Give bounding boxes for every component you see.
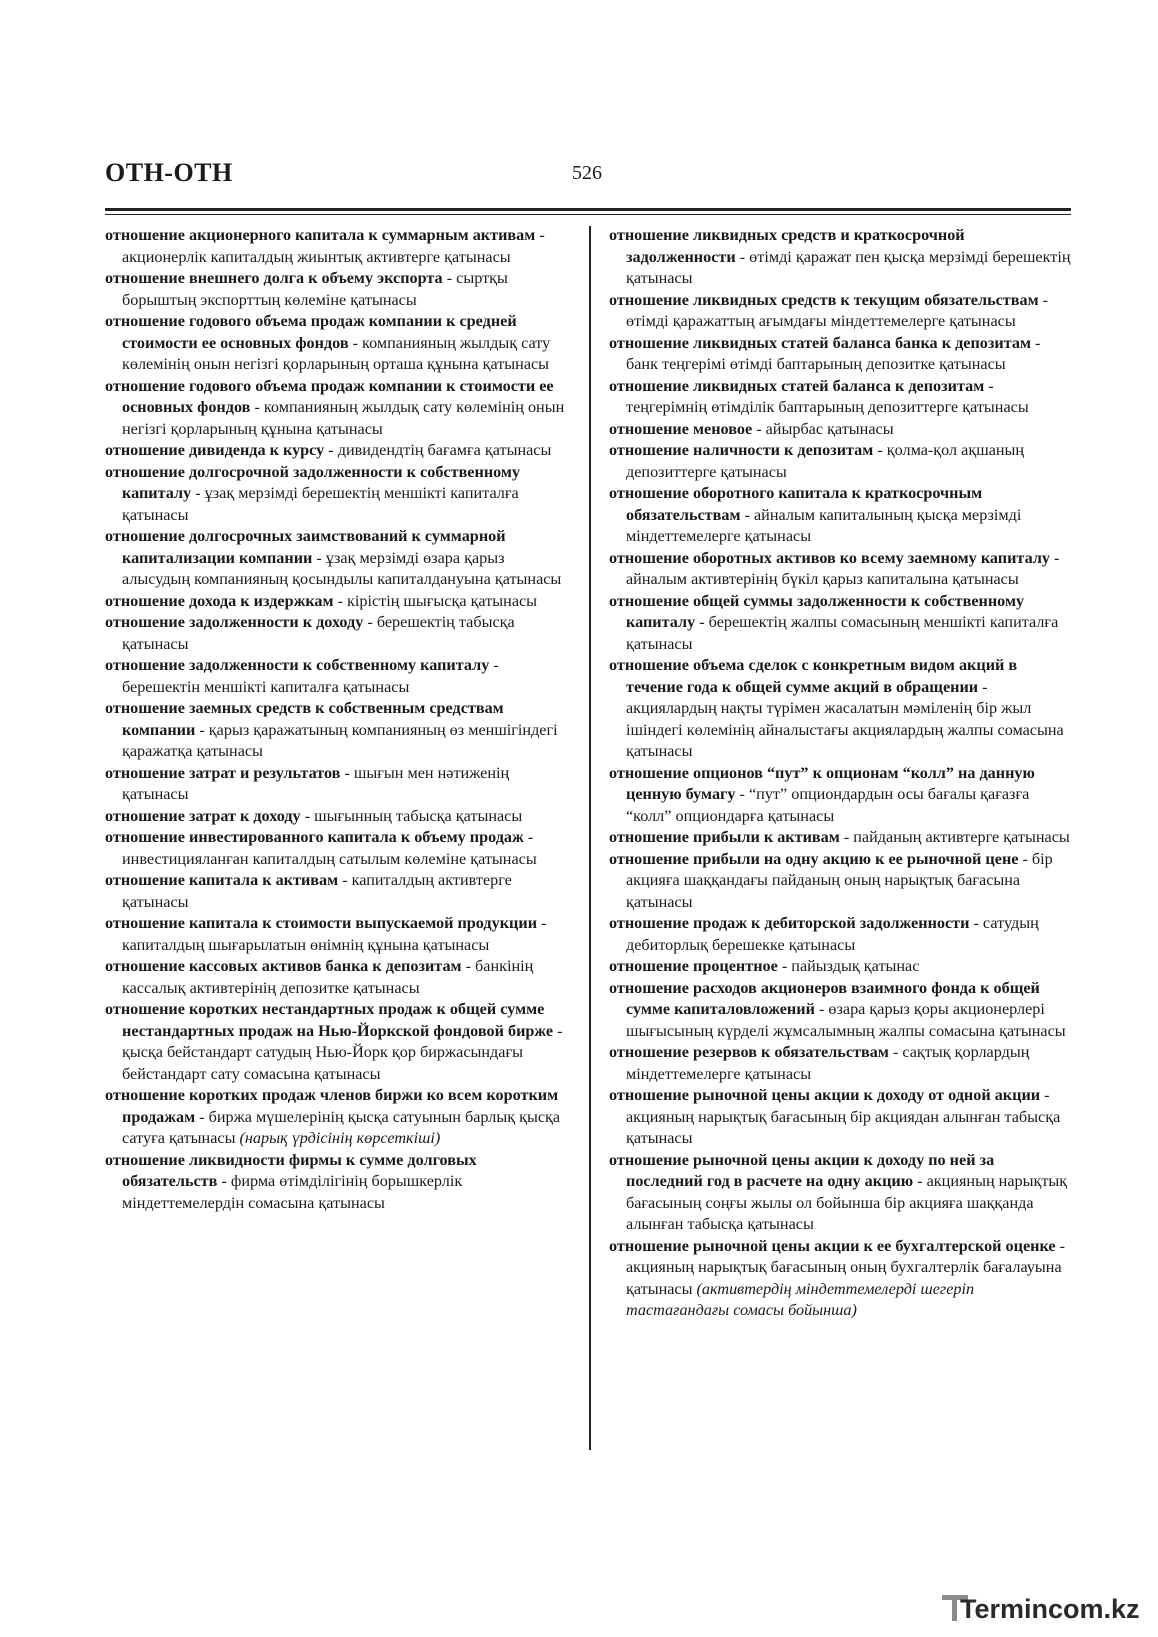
- entry-term: отношение продаж к дебиторской задолженности: [609, 914, 970, 932]
- entry-definition: - ұзақ мерзімді берешектің меншікті капиталға қатынасы: [122, 484, 519, 524]
- dictionary-entry: [609, 978, 1071, 1043]
- dictionary-entry: [105, 870, 570, 913]
- dictionary-entry: [609, 1150, 1071, 1236]
- entry-definition: - банкінің кассалық активтерінің депозитке қатынасы: [122, 957, 534, 997]
- entry-term: отношение опционов “пут” к опционам “колл” на данную ценную бумагу: [609, 763, 1035, 803]
- entry-definition: - пайданың активтерге қатынасы: [839, 828, 1070, 846]
- entry-definition: - капиталдың шығарылатын өнімнің құнына қатынасы: [122, 914, 547, 954]
- entry-definition: - кірістің шығысқа қатынасы: [333, 591, 538, 610]
- entry-definition: - акцияның нарықтық бағасының соңғы жылы ол бойынша бір акцияға шаққанда алынған табысқа қатынасы: [626, 1172, 1068, 1233]
- entry-definition: - биржа мүшелерінің қысқа сатуынын барлық қысқа сатуға қатынасы: [122, 1107, 561, 1147]
- entry-definition: - берешектің табысқа қатынасы: [122, 613, 515, 653]
- entry-definition: - “пут” опциондардын осы бағалы қағазға “колл” опциондарға қатынасы: [626, 785, 1030, 825]
- entry-note: (активтердің міндеттемелерді шегеріп тастағандағы сомасы бойынша): [626, 1279, 975, 1319]
- entry-definition: - капиталдың активтерге қатынасы: [122, 871, 512, 911]
- dictionary-entry: [609, 763, 1071, 828]
- entry-definition: - фирма өтімділігінің борышкерлік міндеттемелердін сомасына қатынасы: [122, 1172, 463, 1212]
- dictionary-entry: [105, 763, 570, 806]
- dictionary-entry: [609, 849, 1071, 914]
- entry-definition: - қысқа бейстандарт сатудың Нью-Йорк қор биржасындағы бейстандарт сату сомасына қатынасы: [122, 1021, 563, 1083]
- entry-definition: - инвестицияланған капиталдың сатылым көлеміне қатынасы: [122, 828, 537, 868]
- entry-term: отношение коротких нестандартных продаж к общей сумме нестандартных продаж на Нью-Йоркской фондовой бирже: [105, 1000, 554, 1040]
- entry-definition: - сатудың дебиторлық берешекке қатынасы: [626, 914, 1039, 954]
- entry-term: отношение расходов акционеров взаимного фонда к общей сумме капиталовложений: [609, 978, 1040, 1018]
- dictionary-entry: [609, 440, 1071, 483]
- entry-term: отношение дивиденда к курсу: [105, 441, 325, 459]
- entry-definition: - акцияның нарықтық бағасының оның бухгалтерлік бағалауына қатынасы: [626, 1236, 1066, 1298]
- right-column: [609, 225, 1071, 1322]
- dictionary-entry: [105, 806, 570, 828]
- entry-definition: - банк теңгерімі өтімді баптарының депозитке қатынасы: [626, 333, 1041, 373]
- entry-term: отношение ликвидных статей баланса к депозитам: [609, 376, 985, 395]
- entry-term: отношение коротких продаж членов биржи ко всем коротким продажам: [105, 1086, 559, 1126]
- dictionary-entry: [609, 419, 1071, 441]
- entry-definition: - дивидендтің бағамға қатынасы: [324, 441, 552, 459]
- dictionary-entry: [105, 225, 570, 268]
- entry-definition: - өтімді қаражаттың ағымдағы міндеттемелерге қатынасы: [626, 290, 1049, 330]
- dictionary-entry: [609, 913, 1071, 956]
- entry-term: отношение наличности к депозитам: [609, 441, 874, 459]
- entry-term: отношение инвестированного капитала к объему продаж: [105, 828, 524, 846]
- entry-definition: - пайыздық қатынас: [777, 957, 920, 975]
- entry-term: отношение рыночной цены акции к ее бухгалтерской оценке: [609, 1236, 1056, 1255]
- header-rule-thick: [105, 208, 1071, 211]
- entry-definition: - шығынның табысқа қатынасы: [300, 806, 523, 825]
- entry-definition: - өзара қарыз қоры акционерлері шығысының күрделі жұмсалымның жалпы сомасына қатынасы: [626, 1000, 1066, 1040]
- dictionary-entry: [609, 376, 1071, 419]
- entry-term: отношение дохода к издержкам: [105, 591, 334, 610]
- left-column: [105, 225, 570, 1214]
- dictionary-entry: [105, 999, 570, 1085]
- dictionary-entry: [105, 376, 570, 441]
- dictionary-entry: [609, 333, 1071, 376]
- dictionary-entry: [609, 591, 1071, 656]
- dictionary-entry: [105, 655, 570, 698]
- watermark-text: Termincom.kz: [960, 1594, 1140, 1624]
- entry-term: отношение акционерного капитала к суммарным активам: [105, 226, 536, 244]
- dictionary-entry: [609, 1085, 1071, 1150]
- entry-definition: - теңгерімнің өтімділік баптарының депозиттерге қатынасы: [626, 376, 1029, 416]
- column-divider: [589, 226, 591, 1450]
- dictionary-entry: [105, 526, 570, 591]
- entry-definition: - бір акцияға шаққандағы пайданың оның нарықтық бағасына қатынасы: [626, 849, 1053, 911]
- entry-definition: - берешектін меншікті капиталға қатынасы: [122, 656, 499, 696]
- entry-term: отношение капитала к стоимости выпускаемой продукции: [105, 914, 538, 932]
- dictionary-entry: [105, 956, 570, 999]
- entry-definition: - айналым капиталының қысқа мерзімді міндеттемелерге қатынасы: [626, 505, 1022, 545]
- entry-definition: - сақтық қорлардың міндеттемелерге қатынасы: [626, 1043, 1030, 1083]
- entry-definition: - айырбас қатынасы: [752, 419, 894, 438]
- entry-term: отношение долгосрочной задолженности к собственному капиталу: [105, 462, 521, 502]
- entry-term: отношение годового объема продаж компании к средней стоимости ее основных фондов: [105, 312, 517, 352]
- entry-definition: - берешектің жалпы сомасының меншікті капиталға қатынасы: [626, 613, 1059, 653]
- dictionary-entry: [105, 1085, 570, 1150]
- dictionary-entry: [609, 1236, 1071, 1322]
- entry-term: отношение оборотного капитала к краткосрочным обязательствам: [609, 484, 983, 524]
- entry-term: отношение капитала к активам: [105, 871, 339, 889]
- entry-term: отношение прибыли к активам: [609, 828, 840, 846]
- entry-term: отношение кассовых активов банка к депозитам: [105, 957, 462, 975]
- dictionary-entry: [105, 462, 570, 527]
- entry-term: отношение меновое: [609, 419, 753, 438]
- dictionary-entry: [609, 1042, 1071, 1085]
- entry-term: отношение ликвидности фирмы к сумме долговых обязательств: [105, 1150, 477, 1190]
- page-number: 526: [572, 162, 602, 184]
- entry-term: отношение резервов к обязательствам: [609, 1043, 889, 1061]
- entry-term: отношение задолженности к доходу: [105, 613, 364, 631]
- watermark-logo: [942, 1589, 1142, 1627]
- entry-term: отношение заемных средств к собственным средствам компании: [105, 699, 504, 739]
- entry-term: отношение затрат и результатов: [105, 763, 341, 782]
- entry-term: отношение внешнего долга к объему экспорта: [105, 269, 443, 287]
- entry-definition: - шығын мен нәтиженің қатынасы: [122, 763, 510, 803]
- entry-definition: - қарыз қаражатының компанияның өз меншігіндегі қаражатқа қатынасы: [122, 720, 558, 760]
- entry-term: отношение прибыли на одну акцию к ее рыночной цене: [609, 849, 1019, 868]
- entry-definition: - акцияның нарықтық бағасының бір акциядан алынған табысқа қатынасы: [626, 1086, 1061, 1147]
- entry-term: отношение ликвидных средств и краткосрочной задолженности: [609, 226, 965, 266]
- entry-definition: - өтімді қаражат пен қысқа мерзімді берешектің қатынасы: [626, 247, 1071, 287]
- dictionary-entry: [105, 1150, 570, 1215]
- dictionary-entry: [609, 225, 1071, 290]
- entry-definition: - қолма-қол ақшаның депозиттерге қатынасы: [626, 441, 1025, 481]
- dictionary-entry: [609, 548, 1071, 591]
- entry-note: (нарық үрдісінің көрсеткіші): [239, 1129, 441, 1147]
- dictionary-entry: [105, 827, 570, 870]
- watermark-t-stem: [952, 1595, 957, 1621]
- entry-term: отношение объема сделок с конкретным видом акций в течение года к общей сумме акций в обращении: [609, 656, 1018, 696]
- entry-definition: - акциялардың нақты түрімен жасалатын мәміленің бір жыл ішіндегі көлемінің айналыстағы акциялардың жалпы сомасына қатынасы: [626, 677, 1064, 760]
- entry-term: отношение процентное: [609, 957, 778, 975]
- dictionary-entry: [105, 698, 570, 763]
- dictionary-entry: [105, 268, 570, 311]
- page-header-title: ОТН-ОТН: [105, 158, 233, 187]
- dictionary-entry: [105, 440, 570, 462]
- entry-definition: - компанияның жылдық сату көлемінің онын негізгі қорларының орташа құнына қатынасы: [122, 333, 551, 373]
- entry-definition: - ұзақ мерзімді өзара қарыз алысудың компанияның қосындылы капиталдануына қатынасы: [122, 548, 562, 588]
- entry-definition: - сыртқы борыштың экспорттың көлеміне қатынасы: [122, 269, 508, 309]
- dictionary-entry: [609, 655, 1071, 763]
- entry-term: отношение годового объема продаж компании к стоимости ее основных фондов: [105, 376, 554, 416]
- dictionary-entry: [105, 591, 570, 613]
- entry-term: отношение общей суммы задолженности к собственному капиталу: [609, 591, 1025, 631]
- entry-term: отношение ликвидных статей баланса банка к депозитам: [609, 333, 1031, 352]
- entry-term: отношение ликвидных средств к текущим обязательствам: [609, 290, 1039, 309]
- entry-definition: - айналым активтерінің бүкіл қарыз капиталына қатынасы: [626, 548, 1060, 588]
- dictionary-entry: [105, 612, 570, 655]
- entry-term: отношение задолженности к собственному капиталу: [105, 656, 490, 674]
- entry-term: отношение рыночной цены акции к доходу от одной акции: [609, 1086, 1041, 1104]
- dictionary-entry: [609, 290, 1071, 333]
- header-rule-thin: [105, 214, 1071, 215]
- entry-term: отношение затрат к доходу: [105, 806, 301, 825]
- entry-term: отношение оборотных активов ко всему заемному капиталу: [609, 548, 1050, 567]
- entry-term: отношение рыночной цены акции к доходу по ней за последний год в расчете на одну акцию: [609, 1150, 995, 1190]
- dictionary-entry: [609, 956, 1071, 978]
- dictionary-entry: [105, 913, 570, 956]
- dictionary-entry: [609, 827, 1071, 849]
- entry-definition: - компанияның жылдық сату көлемінің онын негізгі қорларының құнына қатынасы: [122, 398, 565, 438]
- entry-term: отношение долгосрочных заимствований к суммарной капитализации компании: [105, 527, 506, 567]
- dictionary-entry: [105, 311, 570, 376]
- dictionary-entry: [609, 483, 1071, 548]
- entry-definition: - акционерлік капиталдың жиынтық активтерге қатынасы: [122, 226, 545, 266]
